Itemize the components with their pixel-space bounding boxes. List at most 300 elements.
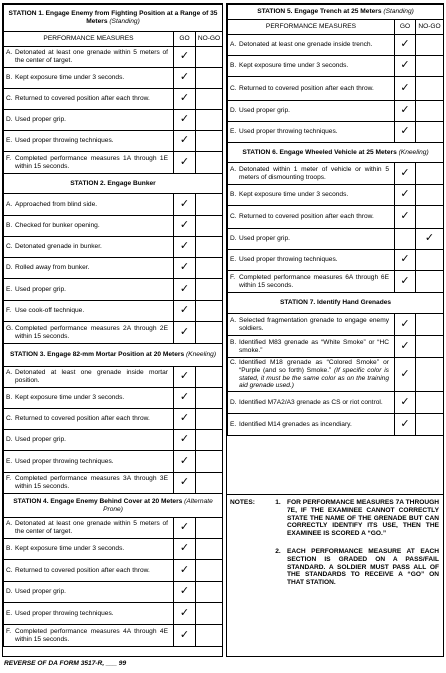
measure-text-main: Detonated at least one grenade within 5 meters of the center of target. [15,520,168,535]
no-go-checkbox[interactable] [416,206,444,229]
left-column [2,3,223,657]
measure-row [4,279,223,301]
measure-text [239,213,389,221]
s4-title-text: STATION 4. Engage Enemy Behind Cover at 20 Meters [13,497,183,505]
no-go-checkbox[interactable] [196,194,223,216]
measure-letter: B. [6,545,13,553]
measure-letter: A. [6,200,13,208]
no-go-checkbox[interactable] [196,216,223,237]
measure-text [239,339,389,354]
no-go-checkbox[interactable] [196,131,223,152]
go-checkbox[interactable]: ✓ [174,388,196,409]
measure-text [239,41,389,49]
measure-text-main: Completed performance measures 4A through 4E within 15 seconds. [15,627,168,643]
measure-text-main: Used proper throwing techniques. [15,137,114,145]
measure-row [4,539,223,560]
go-checkbox[interactable]: ✓ [174,560,196,582]
measure-cell [4,131,174,152]
s6-title-text: STATION 6. Engage Wheeled Vehicle at 25 Meters [242,148,397,156]
measure-cell [228,163,395,185]
measure-cell [4,110,174,131]
go-checkbox[interactable]: ✓ [174,301,196,322]
measure-letter: B. [230,62,237,70]
measure-text [15,628,168,643]
go-checkbox[interactable]: ✓ [174,216,196,237]
measure-text-main: Returned to covered position after each throw. [15,95,150,103]
measure-letter: B. [230,338,237,346]
measure-row [4,47,223,68]
measure-text [239,274,389,289]
no-go-checkbox[interactable] [196,110,223,131]
measure-cell [4,367,174,388]
measure-text-main: Returned to covered position after each throw. [15,415,150,423]
no-go-checkbox[interactable] [196,258,223,279]
no-go-checkbox[interactable] [416,414,444,436]
no-go-checkbox[interactable] [196,409,223,430]
measure-cell [4,518,174,539]
right-column [226,3,444,657]
measure-row [228,414,444,436]
measure-text-main: Returned to covered position after each throw. [239,84,374,92]
measure-cell [228,314,395,336]
measure-text [15,155,168,170]
measure-text [15,137,168,145]
measure-letter: C. [6,95,13,103]
go-checkbox[interactable]: ✓ [174,131,196,152]
go-checkbox[interactable]: ✓ [395,56,416,77]
measure-text [15,458,168,466]
no-go-checkbox[interactable] [196,152,223,174]
go-checkbox[interactable]: ✓ [395,206,416,229]
go-checkbox[interactable]: ✓ [174,430,196,451]
measure-letter: D. [230,235,237,243]
notes-table [227,499,443,587]
measure-row [228,392,444,414]
s6-header-row [228,143,444,163]
no-go-header: NO-GO [416,20,444,35]
notes-label: NOTES: [230,499,255,506]
measure-text-main: Identified M7A2/A3 grenade as CS or riot control. [239,398,383,406]
no-go-checkbox[interactable] [196,322,223,344]
go-checkbox[interactable]: ✓ [395,35,416,56]
measure-row [4,68,223,89]
go-checkbox[interactable]: ✓ [395,336,416,358]
measure-letter: E. [230,128,237,136]
measure-letter: E. [6,137,13,145]
go-checkbox[interactable]: ✓ [174,152,196,174]
measure-row [228,271,444,293]
measure-text-main: Used proper grip. [239,107,290,115]
measure-letter: F. [6,475,12,483]
measure-text-main: Used proper throwing techniques. [239,128,338,136]
measure-cell [4,152,174,174]
measure-text-main: Kept exposure time under 3 seconds. [15,74,125,82]
measure-text-main: Used proper throwing techniques. [15,457,114,465]
go-checkbox[interactable]: ✓ [395,358,416,392]
measure-text [239,85,389,93]
measure-text [239,421,389,429]
no-go-checkbox[interactable] [196,279,223,301]
no-go-checkbox[interactable] [416,392,444,414]
measure-row [4,473,223,494]
s3-header-row [4,344,223,367]
measure-text-main: Completed performance measures 2A through 2E within 15 seconds. [15,324,168,340]
measure-text-main: Use cook-off technique. [15,307,85,315]
s7-title-text: STATION 7. Identify Hand Grenades [279,299,392,307]
measure-letter: C. [6,566,13,574]
measure-letter: D. [6,436,13,444]
measure-cell [4,258,174,279]
measure-cell [228,392,395,414]
go-checkbox[interactable]: ✓ [395,314,416,336]
measure-row [4,430,223,451]
measure-text-main: Identified M14 grenades as incendiary. [239,420,352,428]
measure-text [15,545,168,553]
s6-subtitle: (Kneeling) [398,148,429,156]
no-go-checkbox[interactable] [416,314,444,336]
measure-letter: E. [6,609,13,617]
measure-text-main: Used proper grip. [15,588,66,596]
measure-text [15,201,168,209]
measure-letter: F. [230,273,236,281]
measure-letter: E. [6,285,13,293]
no-go-checkbox[interactable] [416,122,444,143]
measure-text-main: Rolled away from bunker. [15,264,90,272]
form-footer: REVERSE OF DA FORM 3517-R, ___ 99 [4,660,127,667]
no-go-checkbox[interactable] [416,271,444,293]
notes-section [227,494,443,656]
go-checkbox[interactable]: ✓ [395,250,416,271]
measure-letter: C. [230,84,237,92]
no-go-checkbox[interactable] [196,388,223,409]
go-checkbox[interactable]: ✓ [174,518,196,539]
go-checkbox[interactable]: ✓ [395,77,416,101]
go-checkbox[interactable]: ✓ [395,163,416,185]
no-go-checkbox[interactable] [196,560,223,582]
no-go-checkbox[interactable] [196,451,223,473]
go-checkbox[interactable]: ✓ [395,122,416,143]
measure-text [15,286,168,294]
measure-cell [4,560,174,582]
right-table [227,4,444,436]
measure-row [4,409,223,430]
no-go-checkbox[interactable] [196,301,223,322]
measure-cell [228,185,395,206]
measure-text [15,325,168,340]
measure-letter: A. [230,316,237,324]
column-header-row [4,32,223,47]
measure-cell [228,101,395,122]
measure-row [228,56,444,77]
s4-subtitle: (Alternate Prone) [103,497,213,513]
go-checkbox[interactable]: ✓ [174,367,196,388]
left-table [3,4,223,647]
s1-title [4,5,223,32]
go-checkbox[interactable]: ✓ [174,473,196,494]
s3-title-text: STATION 3. Engage 82-mm Mortar Position at 20 Meters [9,351,185,359]
measure-cell [228,56,395,77]
no-go-checkbox[interactable] [196,89,223,110]
measure-cell [4,451,174,473]
measure-letter: B. [6,394,13,402]
measure-text-note: (If specific color is stated, it must be the same color as on the training aid grenade used.) [239,366,389,390]
go-header: GO [395,20,416,35]
measure-letter: C. [6,243,13,251]
measure-letter: D. [230,398,237,406]
s1-title-text: STATION 1. Engage Enemy from Fighting Position at a Range of 35 Meters [8,10,218,25]
measure-cell [228,229,395,250]
measure-text-main: Used proper throwing techniques. [15,609,114,617]
measure-cell [4,430,174,451]
note-2-text: EACH PERFORMANCE MEASURE AT EACH SECTION IS GRADED ON A PASS/FAIL STANDARD. A SOLDIER MUST PASS ALL OF THE STANDARDS TO RECEIVE A “GO” ON THAT STATION. [287,547,439,587]
measure-text-main: Kept exposure time under 3 seconds. [15,394,125,402]
go-checkbox[interactable]: ✓ [174,110,196,131]
measure-cell [228,77,395,101]
s5-title-text: STATION 5. Engage Trench at 25 Meters [257,8,382,16]
measure-text [15,307,168,315]
s1-subtitle: (Standing) [109,18,140,25]
measure-text-main: Returned to covered position after each throw. [15,566,150,574]
no-go-checkbox[interactable] [416,77,444,101]
no-go-checkbox[interactable] [416,358,444,392]
measure-cell [4,409,174,430]
measure-row [4,367,223,388]
measure-text [239,359,389,389]
measure-letter: E. [6,457,13,465]
measure-text-main: Completed performance measures 3A through 3E within 15 seconds. [15,475,168,490]
s4-title [4,494,223,518]
s2-header-row [4,174,223,194]
measure-text [15,243,168,251]
s3-subtitle: (Kneeling) [185,351,217,359]
measure-cell [228,358,395,392]
measure-text [239,166,389,181]
measure-row [4,237,223,258]
measure-cell [4,582,174,603]
go-checkbox[interactable]: ✓ [174,322,196,344]
measure-cell [4,625,174,647]
go-checkbox[interactable]: ✓ [174,603,196,625]
s1-header-row [4,5,223,32]
measure-letter: B. [6,74,13,82]
measure-text-main: Detonated grenade in bunker. [15,243,102,251]
measure-row [4,110,223,131]
measure-row [228,163,444,185]
no-go-checkbox[interactable] [196,603,223,625]
measure-cell [228,336,395,358]
measure-text [239,62,389,70]
measure-row [228,336,444,358]
s2-title [4,174,223,194]
no-go-checkbox[interactable] [196,518,223,539]
measure-letter: G. [6,324,13,332]
measure-cell [4,388,174,409]
no-go-checkbox[interactable] [196,68,223,89]
measure-text-main: Kept exposure time under 3 seconds. [15,545,125,553]
s5-subtitle: (Standing) [383,8,414,16]
measure-cell [4,301,174,322]
measure-letter: F. [6,307,12,315]
measure-text [15,520,168,535]
go-checkbox[interactable]: ✓ [174,279,196,301]
measure-text-main: Detonated within 1 meter of vehicle or within 5 meters of dismounting troops. [239,165,389,181]
go-checkbox[interactable]: ✓ [395,101,416,122]
measure-text [15,415,168,423]
measure-text [239,317,389,332]
go-checkbox[interactable]: ✓ [395,414,416,436]
go-checkbox[interactable]: ✓ [174,237,196,258]
no-go-checkbox[interactable] [416,163,444,185]
measure-text [15,264,168,272]
measure-text [239,399,389,407]
no-go-checkbox[interactable] [196,473,223,494]
measure-cell [4,279,174,301]
measure-cell [4,47,174,68]
go-checkbox[interactable]: ✓ [395,185,416,206]
measure-row [228,77,444,101]
no-go-checkbox[interactable] [196,47,223,68]
measure-row [228,229,444,250]
no-go-checkbox[interactable] [196,582,223,603]
measure-row [4,625,223,647]
measure-row [4,216,223,237]
measure-row [4,451,223,473]
go-checkbox[interactable]: ✓ [174,451,196,473]
measure-letter: D. [6,588,13,596]
measure-letter: D. [6,264,13,272]
s7-title [228,293,444,314]
measure-text [239,128,389,136]
measure-text [15,588,168,596]
measure-text [15,567,168,575]
go-checkbox[interactable]: ✓ [395,271,416,293]
measure-letter: D. [6,116,13,124]
measure-row [228,250,444,271]
go-checkbox[interactable]: ✓ [174,258,196,279]
measure-letter: C. [230,213,237,221]
measure-letter: B. [6,222,13,230]
measure-letter: F. [6,627,12,635]
measure-text-main: Used proper grip. [15,436,66,444]
measure-row [4,322,223,344]
measure-text-main: Detonated at least one grenade inside trench. [239,41,373,49]
measure-letter: B. [230,191,237,199]
measure-text-main: Used proper grip. [15,116,66,124]
measure-text [239,235,389,243]
measure-cell [228,250,395,271]
measure-text [15,222,168,230]
measure-text [239,107,389,115]
measure-letter: A. [6,520,13,528]
s2-title-text: STATION 2. Engage Bunker [70,179,156,187]
measure-row [4,560,223,582]
note-1-number: 1. [275,499,281,506]
measure-row [4,152,223,174]
go-checkbox[interactable]: ✓ [174,89,196,110]
measure-cell [228,414,395,436]
measure-text-main: Returned to covered position after each throw. [239,213,374,221]
go-checkbox[interactable]: ✓ [174,409,196,430]
measure-cell [228,35,395,56]
measure-cell [4,322,174,344]
measure-letter: F. [6,154,12,162]
measure-text-main: Detonated at least one grenade within 5 meters of the center of target. [15,49,168,64]
no-go-checkbox[interactable] [416,336,444,358]
measure-row [4,194,223,216]
s5-title [228,5,444,20]
no-go-checkbox[interactable] [416,56,444,77]
measure-text [15,49,168,64]
measure-text [239,256,389,264]
go-checkbox[interactable]: ✓ [174,539,196,560]
go-checkbox[interactable] [395,229,416,250]
measure-text-main: Kept exposure time under 3 seconds. [239,62,349,70]
measure-text [239,191,389,199]
go-checkbox[interactable]: ✓ [174,194,196,216]
note-1-text: FOR PERFORMANCE MEASURES 7A THROUGH 7E, IF THE EXAMINEE CANNOT CORRECTLY STATE THE NAME OF THE GRENADE BUT CAN CORRECTLY IDENTIFY ITS USE, THEN THE EXAMINEE IS SCORED A “GO.” [287,499,439,538]
measure-row [228,358,444,392]
measure-text [15,116,168,124]
no-go-checkbox[interactable] [416,250,444,271]
measure-row [4,258,223,279]
no-go-checkbox[interactable] [196,367,223,388]
go-checkbox[interactable]: ✓ [174,68,196,89]
measure-row [4,603,223,625]
measure-cell [228,122,395,143]
measure-cell [4,194,174,216]
column-header-row [228,20,444,35]
measure-text-main: Selected fragmentation grenade to engage enemy soldiers. [239,316,389,332]
measure-letter: D. [230,107,237,115]
measure-letter: E. [230,256,237,264]
performance-measures-header: PERFORMANCE MEASURES [4,32,174,47]
measure-cell [4,473,174,494]
measure-text-main: Identified M18 grenade as “Colored Smoke” or “Purple (and so forth) Smoke.” [239,359,389,374]
no-go-checkbox[interactable]: ✓ [416,229,444,250]
go-checkbox[interactable]: ✓ [174,47,196,68]
measure-text-main: Used proper grip. [15,285,66,293]
measure-text [15,95,168,103]
measure-letter: E. [230,420,237,428]
measure-row [4,131,223,152]
no-go-checkbox[interactable] [416,35,444,56]
go-checkbox[interactable]: ✓ [174,582,196,603]
measure-row [228,206,444,229]
go-checkbox[interactable]: ✓ [395,392,416,414]
measure-letter: A. [6,369,13,377]
no-go-checkbox[interactable] [196,539,223,560]
go-checkbox[interactable]: ✓ [174,625,196,647]
measure-cell [4,237,174,258]
measure-text-main: Completed performance measures 1A through 1E within 15 seconds. [15,154,168,170]
measure-cell [4,603,174,625]
measure-text-main: Checked for bunker opening. [15,222,100,230]
note-2-number: 2. [275,547,281,555]
no-go-checkbox[interactable] [416,101,444,122]
s6-title [228,143,444,163]
no-go-checkbox[interactable] [196,237,223,258]
measure-text-main: Used proper grip. [239,235,290,243]
no-go-checkbox[interactable] [196,625,223,647]
measure-row [4,582,223,603]
measure-row [228,314,444,336]
measure-text-main: Approached from blind side. [15,200,98,208]
measure-text [15,369,168,384]
no-go-checkbox[interactable] [196,430,223,451]
s4-header-row [4,494,223,518]
no-go-checkbox[interactable] [416,185,444,206]
go-header: GO [174,32,196,47]
